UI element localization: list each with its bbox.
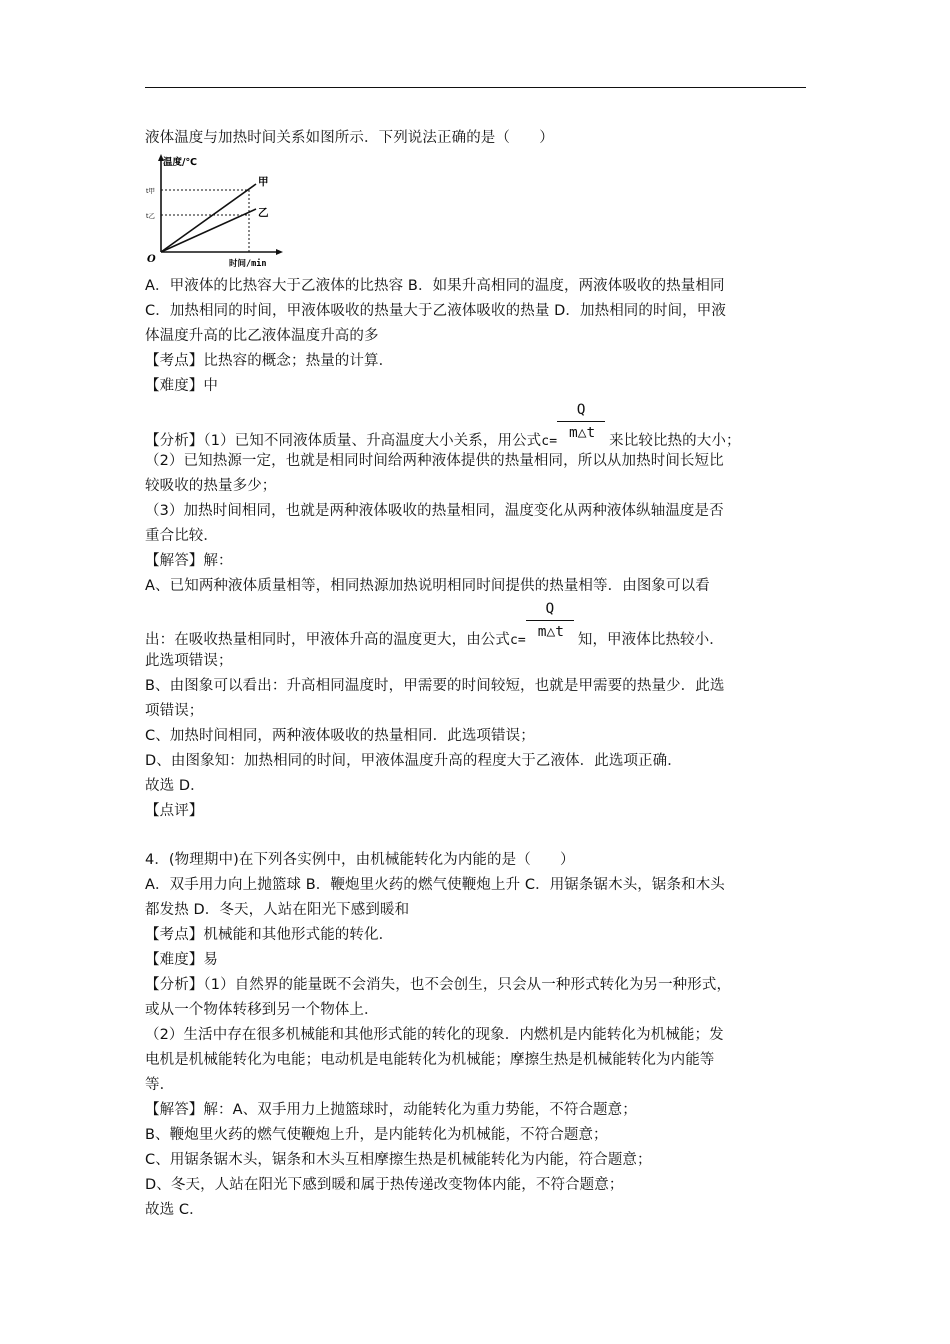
tick-t-yi: t乙 xyxy=(146,212,156,220)
formula-fraction-2 xyxy=(526,601,576,644)
q3-fenxi-2a: （2）已知热源一定，也就是相同时间给两种液体提供的热量相同，所以从加热时间长短比 xyxy=(145,453,724,469)
q4-fenxi-2b: 电机是机械能转化为电能；电动机是电能转化为机械能；摩擦生热是机械能转化为内能等 xyxy=(145,1052,715,1068)
formula-denominator-2: m△t xyxy=(537,624,564,640)
q3-a2-pre: 出：在吸收热量相同时，甲液体升高的温度更大，由公式 xyxy=(145,632,510,648)
q3-nandu: 【难度】中 xyxy=(145,378,218,394)
formula-denominator: m△t xyxy=(569,425,596,441)
q3-options-line1: A．甲液体的比热容大于乙液体的比热容 B．如果升高相同的温度，两液体吸收的热量相同 xyxy=(145,278,725,294)
q3-answer-a2 xyxy=(145,601,724,651)
q3-answer-b2: 项错误； xyxy=(145,703,204,719)
formula-fraction xyxy=(557,402,607,445)
q3-answer-a3: 此选项错误； xyxy=(145,653,233,669)
header-rule xyxy=(145,87,806,88)
q4-jieda-d: D、冬天，人站在阳光下感到暖和属于热传递改变物体内能，不符合题意； xyxy=(145,1177,624,1193)
formula-numerator-2: Q xyxy=(545,601,555,617)
q3-options-line2: C．加热相同的时间，甲液体吸收的热量大于乙液体吸收的热量 D．加热相同的时间，甲液 xyxy=(145,303,726,319)
formula-c-prefix: c= xyxy=(541,434,558,449)
q4-fenxi-1a: 【分析】（1）自然界的能量既不会消失，也不会创生，只会从一种形式转化为另一种形式， xyxy=(145,977,732,993)
q4-jieda-a: 【解答】解：A、双手用力上抛篮球时，动能转化为重力势能，不符合题意； xyxy=(145,1102,637,1118)
fraction-bar xyxy=(557,421,605,422)
q4-fenxi-1b: 或从一个物体转移到另一个物体上． xyxy=(145,1002,379,1018)
q4-jieda-c: C、用锯条锯木头，锯条和木头互相摩擦生热是机械能转化为内能，符合题意； xyxy=(145,1152,652,1168)
q3-fenxi-1-pre: 【分析】（1）已知不同液体质量、升高温度大小关系，用公式 xyxy=(145,433,542,449)
q4-fenxi-2a: （2）生活中存在很多机械能和其他形式能的转化的现象．内燃机是内能转化为机械能；发 xyxy=(145,1027,724,1043)
x-axis-label: 时间/min xyxy=(229,259,267,269)
line-jia xyxy=(161,184,256,252)
fraction-bar-2 xyxy=(526,620,574,621)
line-yi-label: 乙 xyxy=(258,207,269,219)
q4-nandu: 【难度】易 xyxy=(145,952,218,968)
q3-jieda: 【解答】解： xyxy=(145,553,233,569)
q3-stem: 液体温度与加热时间关系如图所示．下列说法正确的是（ ） xyxy=(145,130,554,146)
q3-a2-post: 知，甲液体比热较小． xyxy=(577,632,724,648)
formula-numerator: Q xyxy=(576,402,586,418)
q3-fenxi-1-post: 来比较比热的大小； xyxy=(609,433,741,449)
q3-answer-a1: A、已知两种液体质量相等，相同热源加热说明相同时间提供的热量相等．由图象可以看 xyxy=(145,578,710,594)
line-jia-label: 甲 xyxy=(258,176,269,188)
q3-answer-d: D、由图象知：加热相同的时间，甲液体温度升高的程度大于乙液体．此选项正确． xyxy=(145,753,682,769)
q4-options-line2: 都发热 D．冬天，人站在阳光下感到暖和 xyxy=(145,902,410,918)
q3-choose: 故选 D． xyxy=(145,778,205,794)
origin-label: O xyxy=(147,254,156,265)
q3-answer-c: C、加热时间相同，两种液体吸收的热量相同．此选项错误； xyxy=(145,728,535,744)
temperature-time-graph xyxy=(145,152,285,270)
q3-fenxi-1 xyxy=(145,402,741,452)
q4-fenxi-2c: 等． xyxy=(145,1077,175,1093)
q3-dianping: 【点评】 xyxy=(145,803,204,819)
q3-kaodian: 【考点】比热容的概念；热量的计算． xyxy=(145,353,394,369)
q3-answer-b1: B、由图象可以看出：升高相同温度时，甲需要的时间较短，也就是甲需要的热量少．此选 xyxy=(145,678,725,694)
q3-fenxi-3a: （3）加热时间相同，也就是两种液体吸收的热量相同，温度变化从两种液体纵轴温度是否 xyxy=(145,503,724,519)
formula-c-prefix-2: c= xyxy=(510,633,526,648)
q4-jieda-b: B、鞭炮里火药的燃气使鞭炮上升，是内能转化为机械能，不符合题意； xyxy=(145,1127,608,1143)
q3-fenxi-2b: 较吸收的热量多少； xyxy=(145,478,277,494)
q4-choose: 故选 C． xyxy=(145,1202,204,1218)
q4-stem: 4．(物理期中)在下列各实例中，由机械能转化为内能的是（ ） xyxy=(145,852,575,868)
q3-options-line3: 体温度升高的比乙液体温度升高的多 xyxy=(145,328,379,344)
y-axis-label: 温度/℃ xyxy=(163,157,197,168)
tick-t-jia: t甲 xyxy=(146,187,156,195)
q4-options-line1: A．双手用力向上抛篮球 B．鞭炮里火药的燃气使鞭炮上升 C．用锯条锯木头，锯条和木头 xyxy=(145,877,725,893)
q3-fenxi-3b: 重合比较． xyxy=(145,528,218,544)
q4-kaodian: 【考点】机械能和其他形式能的转化． xyxy=(145,927,394,943)
line-yi xyxy=(161,209,256,252)
